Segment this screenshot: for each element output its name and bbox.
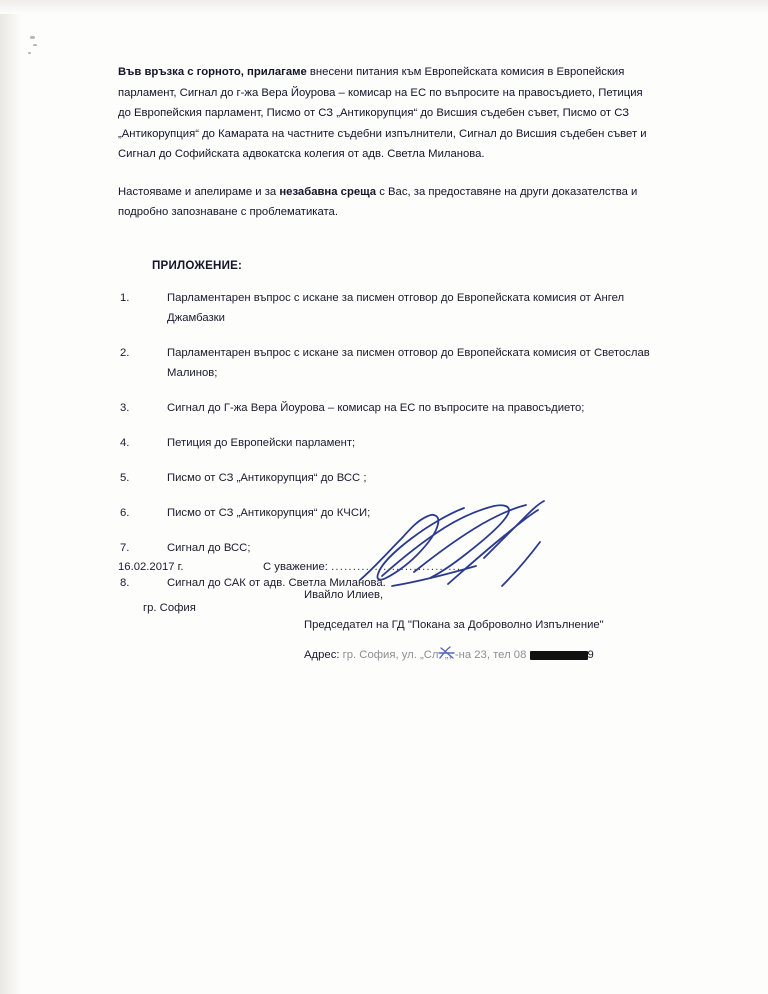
signature-city: гр. София — [143, 602, 196, 614]
list-item-text: Сигнал до САК от адв. Светла Миланова. — [167, 576, 386, 589]
list-item — [118, 433, 652, 453]
signature-row — [118, 558, 658, 577]
paragraph-2-part2: с Вас, за предоставяне на други доказателства и подробно запознаване с проблематиката. — [118, 185, 638, 218]
list-item — [118, 398, 652, 418]
annex-heading: ПРИЛОЖЕНИЕ: — [152, 258, 243, 272]
signature-date: 16.02.2017 г. — [118, 561, 184, 573]
address-tail: 9 — [587, 649, 594, 661]
ink-mark-icon — [438, 645, 456, 661]
paragraph-1-lead: Във връзка с горното, прилагаме — [118, 66, 307, 78]
signature-regards-label: С уважение: — [263, 561, 332, 573]
scan-speck — [28, 52, 31, 54]
list-item-text: Писмо от СЗ „Антикорупция“ до ВСС ; — [167, 471, 367, 484]
paragraph-2-emphasis: незабавна среща — [279, 185, 377, 198]
paragraph-1 — [118, 62, 652, 165]
list-item-number: 4. — [120, 436, 130, 449]
list-item-text: Сигнал до ВСС; — [167, 541, 251, 554]
signatory-title: Председател на ГД "Покана за Доброволно Изпълнение" — [304, 619, 604, 631]
list-item — [118, 468, 652, 488]
list-item — [118, 343, 652, 383]
list-item — [118, 288, 652, 328]
list-item — [118, 538, 652, 558]
list-item-text: Парламентарен въпрос с искане за писмен отговор до Европейската комисия от Светослав Малинов; — [167, 346, 650, 379]
list-item-text: Петиция до Европейски парламент; — [167, 436, 356, 449]
list-item-text: Писмо от СЗ „Антикорупция“ до КЧСИ; — [167, 506, 371, 519]
list-item — [118, 503, 652, 523]
paragraph-1-rest: внесени питания към Европейската комисия в Европейския парламент, Сигнал до г-жа Вера Йоурова – комисар на ЕС по въпросите на правосъдието, Петиция до Европейския парламент, Писмо от СЗ „Антикорупция“ до Висшия съдебен съвет, Писмо от СЗ „Антикорупция“ до Камарата на частните съдебни изпълнители, Сигнал до Висшия съдебен съвет и Сигнал до Софийската адвокатска колегия от адв. Светла Миланова. — [118, 66, 647, 160]
signatory-name: Ивайло Илиев, — [304, 589, 384, 601]
list-item-number: 8. — [120, 576, 130, 589]
list-item-number: 6. — [120, 506, 130, 519]
address-text: гр. София, ул. „Сл. „, -на 23, тел 08 — [342, 649, 530, 661]
scan-speck — [33, 44, 37, 46]
list-item-number: 5. — [120, 471, 130, 484]
signature-regards — [263, 558, 461, 577]
list-item-text: Сигнал до Г-жа Вера Йоурова – комисар на ЕС по въпросите на правосъдието; — [167, 401, 585, 414]
paragraph-2 — [118, 182, 652, 223]
list-item-number: 2. — [120, 346, 130, 359]
list-item-number: 1. — [120, 291, 130, 304]
signatory-details — [304, 586, 664, 665]
list-item-text: Парламентарен въпрос с искане за писмен отговор до Европейската комисия от Ангел Джамбазки — [167, 291, 625, 324]
signature-block — [118, 558, 658, 661]
signatory-address — [304, 646, 664, 665]
address-label: Адрес: — [304, 649, 343, 661]
scan-edge-left — [0, 0, 22, 994]
annex-list — [118, 288, 652, 593]
document-content — [118, 62, 652, 608]
scan-edge-top — [0, 0, 768, 14]
redaction-bar — [530, 651, 588, 660]
signature-dotted-line: .............................. — [331, 561, 462, 573]
paragraph-2-part1: Настояваме и апелираме и за — [118, 185, 280, 198]
scan-speck — [30, 36, 35, 39]
list-item-number: 7. — [120, 541, 130, 554]
list-item-number: 3. — [120, 401, 130, 414]
